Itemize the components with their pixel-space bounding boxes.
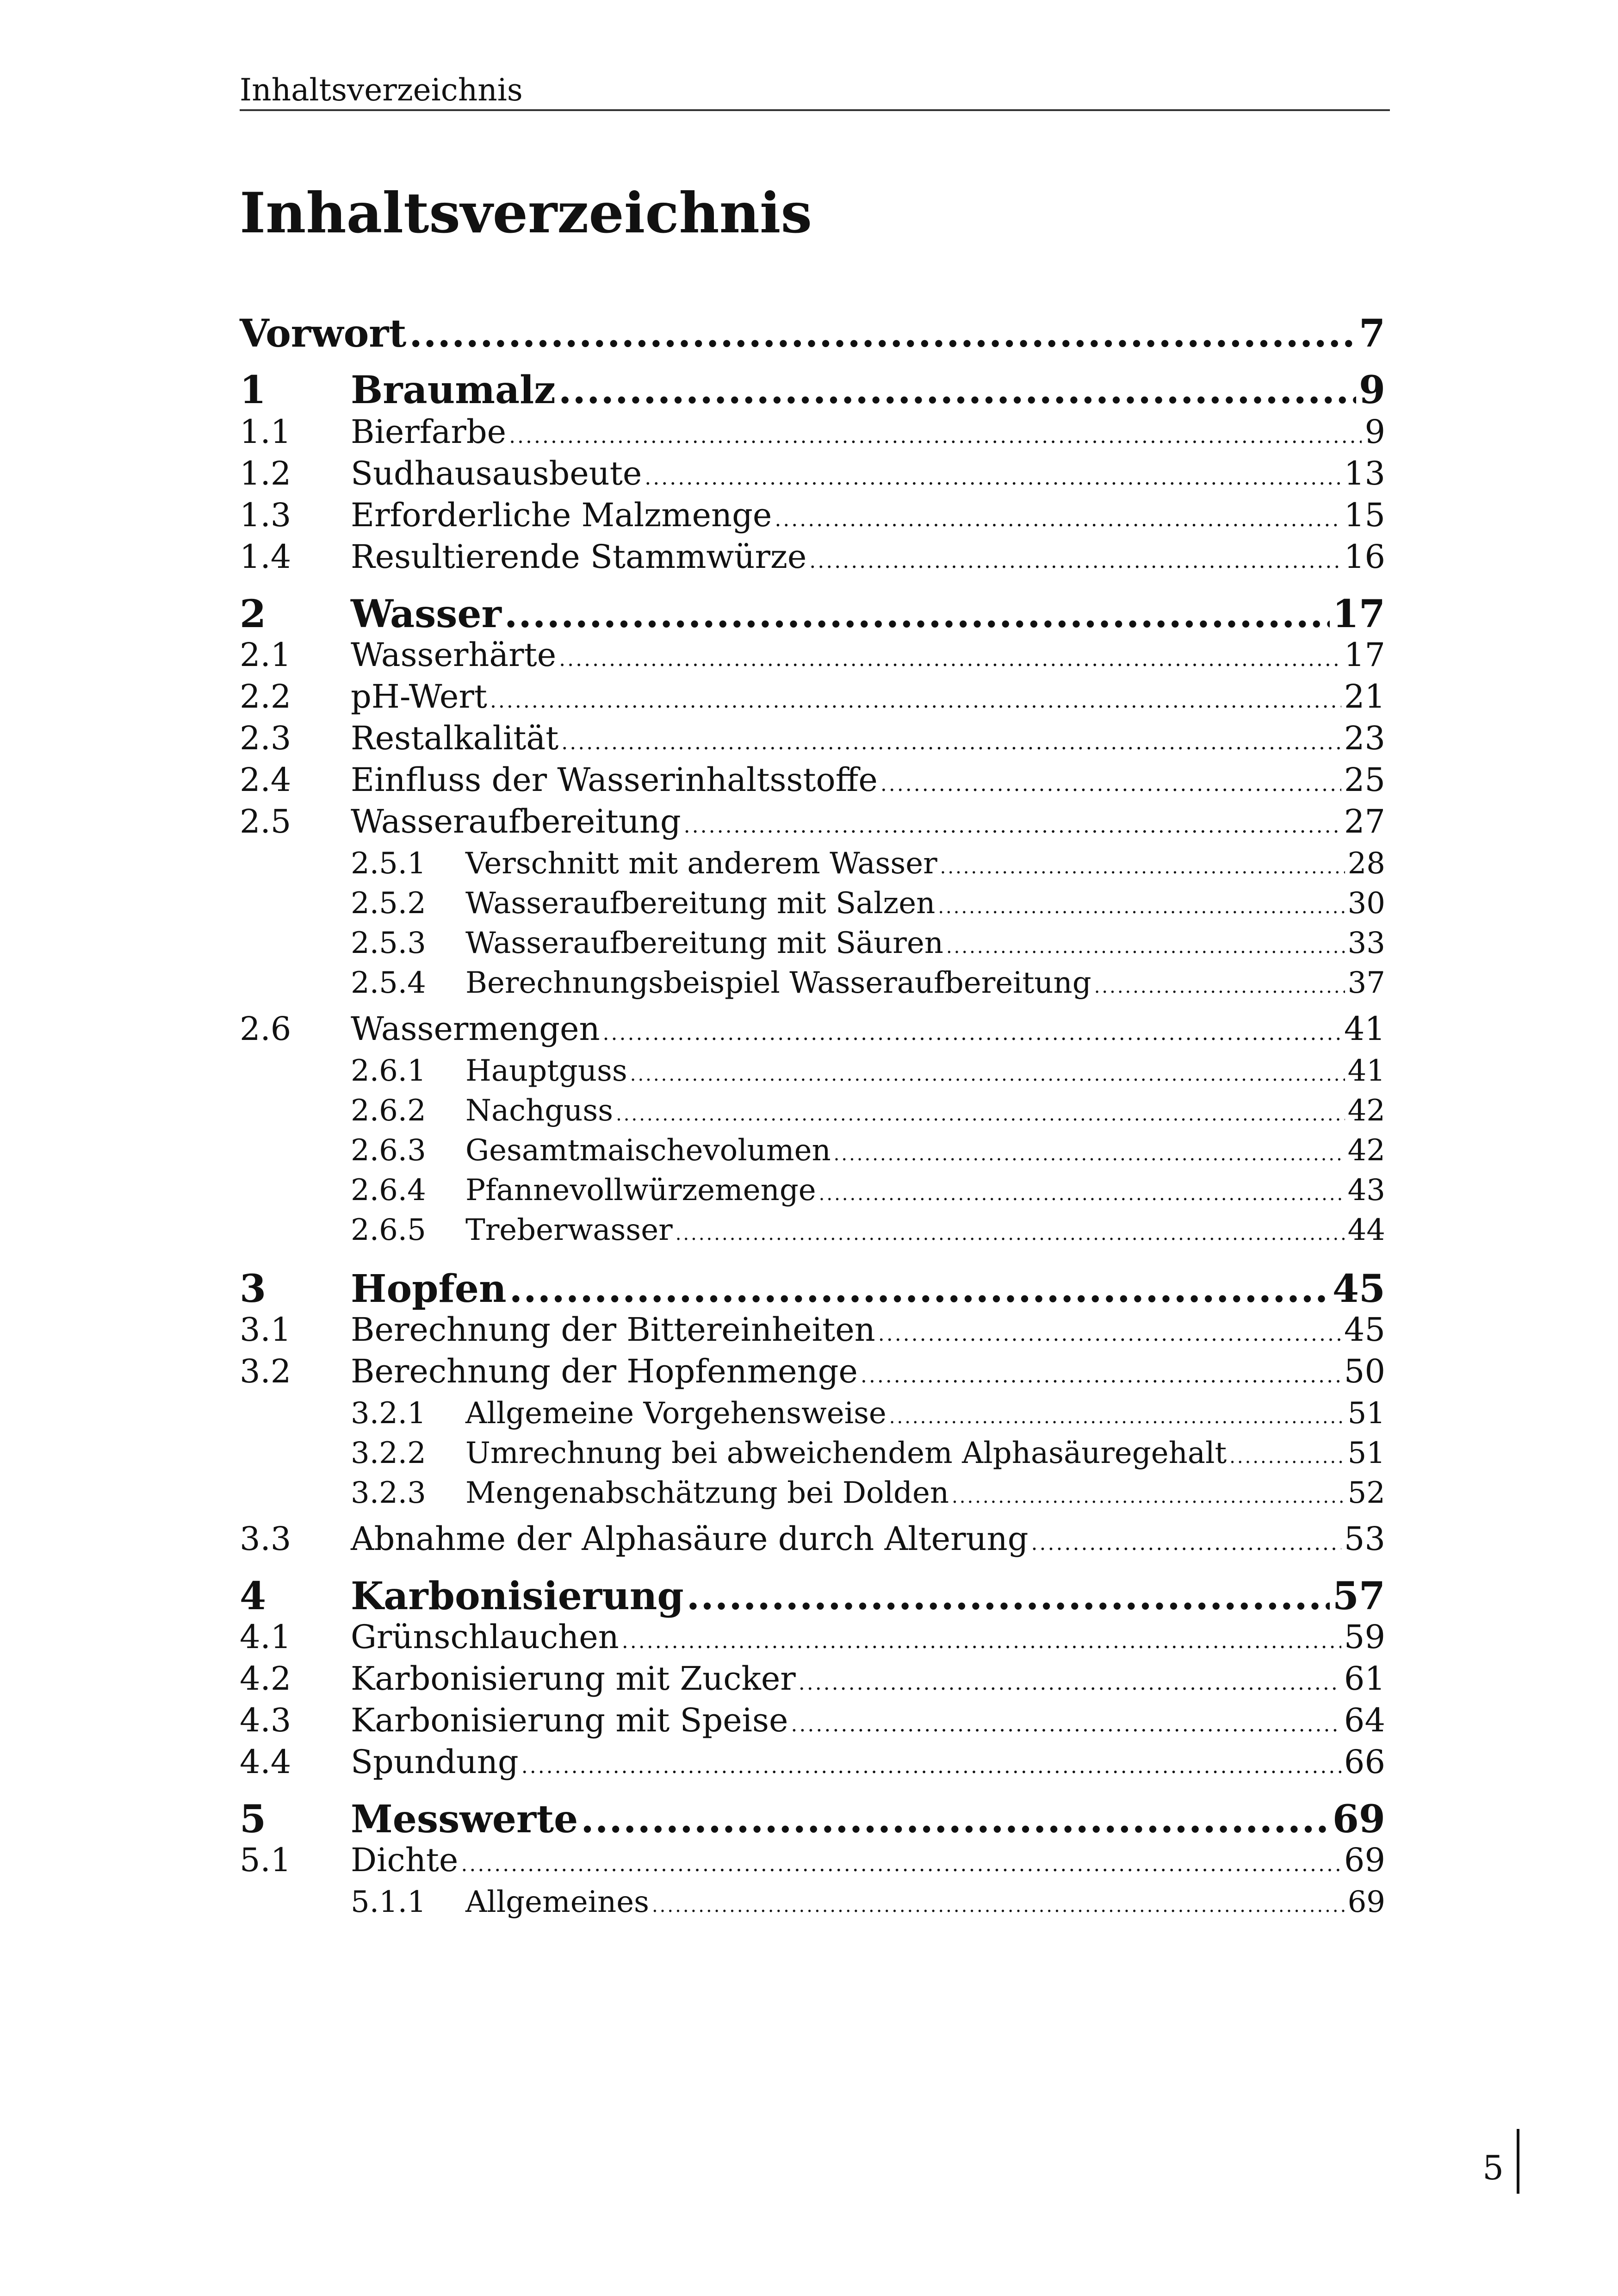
toc-entry-number: 2.6.4 — [351, 1173, 426, 1207]
toc-entry-page: 50 — [1344, 1352, 1385, 1390]
toc-entry-number: 1.3 — [240, 496, 291, 534]
toc-entry-number: 5.1 — [240, 1841, 291, 1879]
toc-entry-page: 69 — [1347, 1885, 1385, 1919]
toc-entry-page: 45 — [1332, 1267, 1385, 1311]
toc-entry-number: 3.3 — [240, 1520, 291, 1558]
toc-entry-title: Treberwasser — [465, 1213, 673, 1247]
toc-entry-number: 3.2.2 — [351, 1436, 426, 1470]
toc-entry[interactable] — [351, 1396, 1385, 1431]
toc-entry[interactable] — [351, 1215, 1385, 1245]
toc-entry-title: Wasseraufbereitung — [351, 803, 681, 840]
toc-entry-page: 59 — [1344, 1618, 1385, 1656]
toc-entry-page: 44 — [1347, 1213, 1385, 1247]
toc-entry-number: 3.2.1 — [351, 1396, 426, 1431]
toc-entry-page: 45 — [1344, 1311, 1385, 1349]
toc-dot-leader — [878, 1324, 1341, 1344]
toc-entry-page: 52 — [1347, 1476, 1385, 1510]
page-number: 5 — [1482, 2148, 1504, 2187]
toc-entry-number: 2.5 — [240, 803, 291, 840]
toc-entry-number: 2.3 — [240, 719, 291, 757]
toc-entry-title: Wassermengen — [351, 1010, 600, 1048]
toc-dot-leader — [946, 938, 1345, 956]
toc-entry[interactable] — [240, 719, 1385, 757]
toc-entry[interactable] — [240, 496, 1385, 534]
page-title: Inhaltsverzeichnis — [240, 180, 812, 246]
toc-dot-leader — [509, 426, 1362, 447]
toc-entry-page: 21 — [1344, 678, 1385, 716]
toc-entry-number: 1.2 — [240, 454, 291, 492]
toc-dot-leader — [616, 1105, 1345, 1124]
toc-entry[interactable] — [240, 368, 1385, 412]
toc-entry-title: Gesamtmaischevolumen — [465, 1133, 831, 1168]
toc-entry-number: 5 — [240, 1797, 267, 1842]
toc-entry-title: Erforderliche Malzmenge — [351, 496, 772, 534]
toc-entry-title: Wasseraufbereitung mit Salzen — [465, 886, 936, 921]
toc-entry-number: 4.1 — [240, 1618, 291, 1656]
toc-entry-page: 42 — [1347, 1094, 1385, 1128]
toc-entry-page: 15 — [1344, 496, 1385, 534]
toc-dot-leader — [603, 1023, 1341, 1044]
toc-entry[interactable] — [240, 1520, 1385, 1558]
toc-dot-leader — [809, 551, 1341, 572]
toc-dot-leader — [834, 1145, 1345, 1164]
toc-entry-title: Spundung — [351, 1743, 519, 1781]
toc-entry-number: 3.2.3 — [351, 1476, 426, 1510]
toc-entry-title: Karbonisierung mit Speise — [351, 1701, 788, 1739]
toc-entry-page: 9 — [1358, 368, 1385, 412]
toc-entry[interactable] — [240, 1618, 1385, 1656]
toc-entry-title: Messwerte — [351, 1797, 578, 1842]
toc-entry-title: Wasser — [351, 592, 502, 636]
toc-dot-leader — [775, 510, 1341, 530]
toc-dot-leader — [581, 1800, 1330, 1838]
toc-dot-leader — [819, 1185, 1345, 1203]
toc-entry[interactable] — [351, 846, 1385, 881]
toc-entry-number: 3 — [240, 1267, 267, 1311]
toc-entry-page: 37 — [1347, 966, 1385, 1000]
toc-entry[interactable] — [240, 761, 1385, 799]
toc-entry-page: 7 — [1358, 311, 1385, 356]
toc-dot-leader — [676, 1225, 1345, 1243]
toc-entry-page: 33 — [1347, 926, 1385, 960]
toc-entry[interactable] — [351, 1438, 1385, 1468]
toc-entry-page: 30 — [1347, 886, 1385, 921]
toc-entry-page: 43 — [1347, 1173, 1385, 1207]
toc-dot-leader — [504, 595, 1330, 633]
toc-entry-page: 13 — [1344, 454, 1385, 492]
toc-entry-page: 41 — [1347, 1054, 1385, 1088]
toc-entry-title: Nachguss — [465, 1094, 614, 1128]
toc-dot-leader — [652, 1897, 1345, 1915]
toc-entry-number: 2 — [240, 592, 267, 636]
toc-entry-page: 23 — [1344, 719, 1385, 757]
toc-entry-title: Grünschlauchen — [351, 1618, 619, 1656]
toc-dot-leader — [938, 898, 1345, 916]
toc-entry[interactable] — [351, 1887, 1385, 1917]
toc-entry-number: 3.2 — [240, 1352, 291, 1390]
toc-entry-title: Umrechnung bei abweichendem Alphasäuregehalt — [465, 1436, 1227, 1470]
running-header-title: Inhaltsverzeichnis — [240, 72, 523, 108]
toc-entry-number: 4.3 — [240, 1701, 291, 1739]
toc-entry-page: 42 — [1347, 1133, 1385, 1168]
toc-dot-leader — [940, 858, 1345, 877]
toc-entry-page: 66 — [1344, 1743, 1385, 1781]
toc-dot-leader — [509, 1270, 1330, 1308]
toc-entry-title: Wasserhärte — [351, 636, 557, 674]
toc-entry-number: 5.1.1 — [351, 1885, 426, 1919]
toc-entry-number: 1.4 — [240, 538, 291, 576]
toc-entry-page: 27 — [1344, 803, 1385, 840]
toc-entry-title: Dichte — [351, 1841, 459, 1879]
toc-entry-title: pH-Wert — [351, 678, 487, 716]
toc-dot-leader — [861, 1366, 1341, 1386]
toc-entry[interactable] — [240, 1352, 1385, 1390]
toc-dot-leader — [561, 733, 1341, 753]
toc-entry[interactable] — [351, 1056, 1385, 1086]
toc-entry-number: 2.5.4 — [351, 966, 426, 1000]
toc-entry-number: 2.6.2 — [351, 1094, 426, 1128]
toc-dot-leader — [645, 468, 1341, 488]
toc-dot-leader — [521, 1756, 1341, 1777]
toc-dot-leader — [1031, 1533, 1341, 1554]
toc-dot-leader — [1229, 1448, 1345, 1466]
toc-entry-title: Hauptguss — [465, 1054, 627, 1088]
toc-entry[interactable] — [240, 1574, 1385, 1618]
toc-entry-title: Verschnitt mit anderem Wasser — [465, 846, 937, 881]
toc-entry-number: 3.1 — [240, 1311, 291, 1349]
toc-entry-number: 4 — [240, 1574, 267, 1618]
toc-dot-leader — [558, 371, 1356, 409]
toc-entry-page: 17 — [1332, 592, 1385, 636]
toc-entry[interactable] — [240, 1660, 1385, 1698]
toc-entry[interactable] — [351, 1133, 1385, 1168]
table-of-contents — [240, 0, 1385, 2296]
toc-entry-number: 2.5.1 — [351, 846, 426, 881]
toc-entry[interactable] — [240, 413, 1385, 451]
toc-entry-title: Braumalz — [351, 368, 556, 412]
toc-dot-leader — [409, 315, 1356, 353]
toc-entry-page: 25 — [1344, 761, 1385, 799]
toc-entry[interactable] — [240, 454, 1385, 492]
toc-entry-title: Berechnungsbeispiel Wasseraufbereitung — [465, 966, 1091, 1000]
toc-entry[interactable] — [240, 311, 1385, 356]
toc-entry-title: Einfluss der Wasserinhaltsstoffe — [351, 761, 878, 799]
toc-entry-title: Restalkalität — [351, 719, 559, 757]
page-number-marker — [1517, 2129, 1519, 2194]
toc-entry-number: 2.1 — [240, 636, 291, 674]
toc-entry-title: Resultierende Stammwürze — [351, 538, 807, 576]
toc-entry[interactable] — [240, 1701, 1385, 1739]
toc-entry[interactable] — [351, 1173, 1385, 1207]
toc-entry-page: 64 — [1344, 1701, 1385, 1739]
toc-entry-title: Wasseraufbereitung mit Säuren — [465, 926, 943, 960]
toc-dot-leader — [791, 1715, 1341, 1735]
toc-entry-title: Pfannevollwürzemenge — [465, 1173, 816, 1207]
toc-dot-leader — [622, 1631, 1341, 1652]
toc-entry[interactable] — [351, 968, 1385, 998]
toc-entry-number: 4.4 — [240, 1743, 291, 1781]
toc-dot-leader — [1094, 977, 1345, 996]
toc-entry-title: Hopfen — [351, 1267, 507, 1311]
toc-entry-number: 1.1 — [240, 413, 291, 451]
toc-entry-number: 2.2 — [240, 678, 291, 716]
toc-entry[interactable] — [240, 592, 1385, 636]
toc-entry-number: 2.6.5 — [351, 1213, 426, 1247]
toc-entry-page: 69 — [1332, 1797, 1385, 1842]
toc-dot-leader — [687, 1577, 1330, 1615]
toc-entry-number: 2.4 — [240, 761, 291, 799]
toc-entry[interactable] — [240, 1743, 1385, 1781]
toc-entry-number: 4.2 — [240, 1660, 291, 1698]
toc-entry[interactable] — [351, 1096, 1385, 1126]
toc-entry-number: 2.5.2 — [351, 886, 426, 921]
toc-dot-leader — [559, 649, 1341, 670]
toc-entry-page: 17 — [1344, 636, 1385, 674]
toc-entry-title: Vorwort — [240, 311, 407, 356]
toc-entry[interactable] — [240, 538, 1385, 576]
toc-entry-page: 53 — [1344, 1520, 1385, 1558]
toc-entry[interactable] — [240, 1797, 1385, 1842]
toc-entry[interactable] — [351, 1478, 1385, 1508]
toc-entry-page: 51 — [1347, 1436, 1385, 1470]
toc-dot-leader — [490, 691, 1341, 711]
toc-entry-title: Karbonisierung — [351, 1574, 684, 1618]
toc-entry-number: 2.6.1 — [351, 1054, 426, 1088]
toc-entry-page: 61 — [1344, 1660, 1385, 1698]
toc-entry-page: 51 — [1347, 1396, 1385, 1431]
toc-dot-leader — [952, 1487, 1345, 1506]
toc-entry[interactable] — [240, 1311, 1385, 1349]
toc-entry-title: Berechnung der Hopfenmenge — [351, 1352, 858, 1390]
toc-entry-title: Allgemeines — [465, 1885, 649, 1919]
toc-entry-title: Abnahme der Alphasäure durch Alterung — [351, 1520, 1029, 1558]
toc-entry-page: 69 — [1344, 1841, 1385, 1879]
toc-dot-leader — [461, 1854, 1341, 1875]
toc-entry[interactable] — [240, 1010, 1385, 1048]
toc-entry-page: 28 — [1347, 846, 1385, 881]
toc-entry-page: 9 — [1364, 413, 1385, 451]
toc-dot-leader — [880, 774, 1341, 795]
toc-entry[interactable] — [240, 636, 1385, 674]
toc-entry[interactable] — [240, 678, 1385, 716]
toc-entry-page: 41 — [1344, 1010, 1385, 1048]
toc-entry[interactable] — [240, 1267, 1385, 1311]
toc-entry[interactable] — [351, 928, 1385, 958]
toc-entry-number: 2.6.3 — [351, 1133, 426, 1168]
toc-entry-title: Karbonisierung mit Zucker — [351, 1660, 796, 1698]
toc-entry-title: Allgemeine Vorgehensweise — [465, 1396, 886, 1431]
toc-entry[interactable] — [240, 1841, 1385, 1879]
toc-entry[interactable] — [240, 805, 1385, 838]
toc-entry-page: 16 — [1344, 538, 1385, 576]
page-footer — [1471, 2129, 1527, 2194]
toc-entry-title: Berechnung der Bittereinheiten — [351, 1311, 875, 1349]
toc-dot-leader — [630, 1065, 1345, 1084]
toc-entry-number: 2.6 — [240, 1010, 291, 1048]
toc-entry-title: Mengenabschätzung bei Dolden — [465, 1476, 949, 1510]
toc-dot-leader — [684, 816, 1341, 836]
toc-entry-title: Bierfarbe — [351, 413, 507, 451]
toc-entry-title: Sudhausausbeute — [351, 454, 642, 492]
toc-entry[interactable] — [351, 886, 1385, 921]
toc-entry-number: 1 — [240, 368, 267, 412]
toc-entry-page: 57 — [1332, 1574, 1385, 1618]
toc-dot-leader — [889, 1408, 1345, 1426]
toc-dot-leader — [799, 1673, 1341, 1693]
toc-entry-number: 2.5.3 — [351, 926, 426, 960]
